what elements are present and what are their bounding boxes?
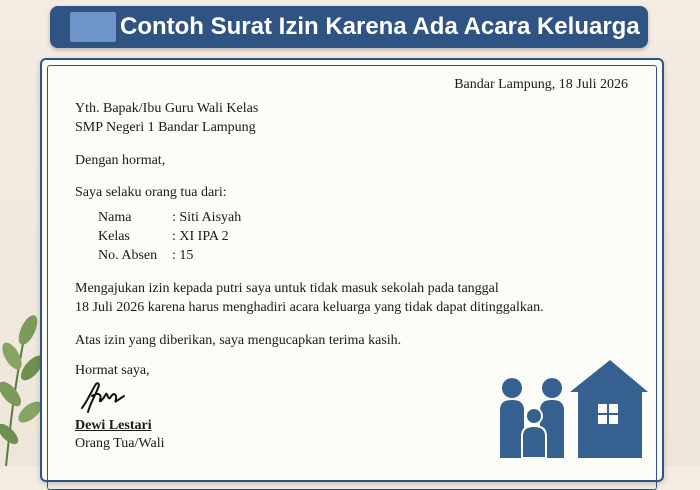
field-label-kelas: Kelas (98, 229, 130, 244)
banner-title: Contoh Surat Izin Karena Ada Acara Keluarga (120, 13, 640, 40)
thanks-text: Atas izin yang diberikan, saya mengucapkan terima kasih. (75, 333, 402, 348)
signature-icon (78, 378, 126, 416)
body-line-1: Mengajukan izin kepada putri saya untuk tidak masuk sekolah pada tanggal (75, 281, 499, 296)
recipient-line-2: SMP Negeri 1 Bandar Lampung (75, 120, 256, 135)
blue-square-icon (70, 12, 116, 42)
place-date: Bandar Lampung, 18 Juli 2026 (454, 77, 628, 92)
intro-text: Saya selaku orang tua dari: (75, 185, 227, 200)
field-value-absen: : 15 (172, 248, 194, 263)
recipient-line-1: Yth. Bapak/Ibu Guru Wali Kelas (75, 101, 259, 116)
body-line-2: 18 Juli 2026 karena harus menghadiri acara keluarga yang tidak dapat ditinggalkan. (75, 300, 544, 315)
signer-name: Dewi Lestari (75, 418, 152, 433)
closing: Hormat saya, (75, 363, 150, 378)
field-label-absen: No. Absen (98, 248, 158, 263)
title-banner (50, 6, 648, 48)
family-house-icon (498, 358, 650, 458)
field-value-nama: : Siti Aisyah (172, 210, 242, 225)
greeting: Dengan hormat, (75, 153, 166, 168)
signer-role: Orang Tua/Wali (75, 436, 165, 451)
field-label-nama: Nama (98, 210, 132, 225)
field-value-kelas: : XI IPA 2 (172, 229, 229, 244)
